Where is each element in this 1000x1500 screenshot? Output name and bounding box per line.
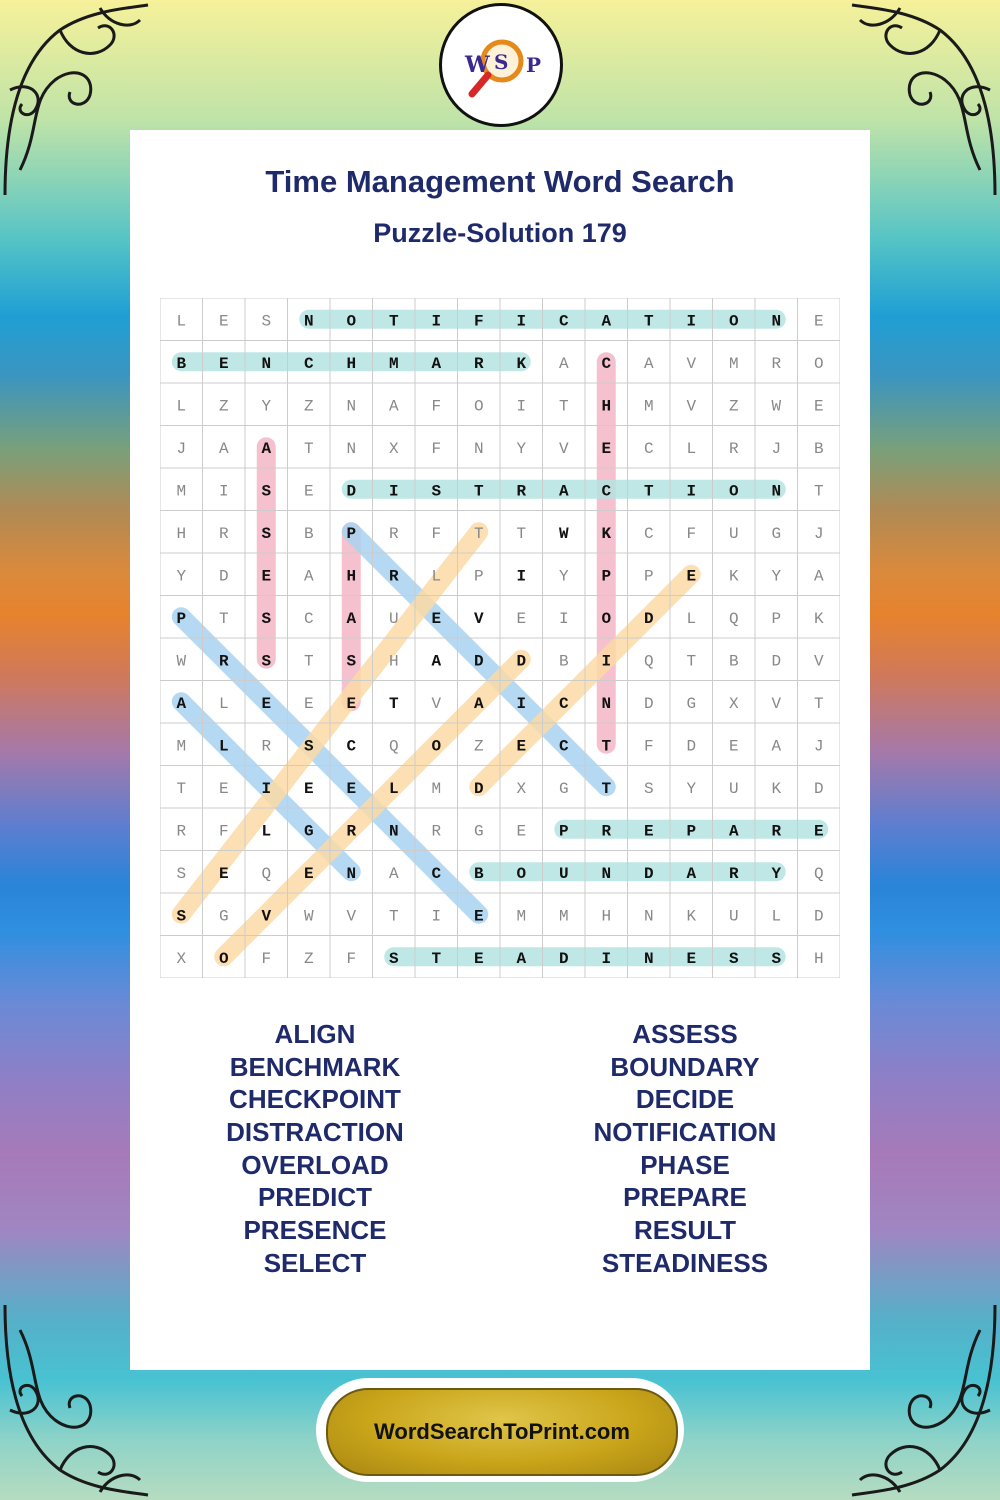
grid-cell[interactable]: H [601,907,612,926]
grid-cell[interactable]: Y [686,779,697,798]
grid-cell[interactable]: C [303,354,314,373]
grid-cell[interactable]: S [261,524,272,543]
word-list-item: CHECKPOINT [229,1084,401,1115]
grid-cell[interactable]: G [558,779,569,798]
grid-cell[interactable]: T [176,779,187,798]
grid-cell[interactable]: Y [261,397,272,416]
grid-cell[interactable]: E [686,567,697,586]
grid-cell[interactable]: A [431,652,442,671]
grid-cell[interactable]: F [261,949,272,968]
grid-cell[interactable]: E [346,694,357,713]
grid-cell[interactable]: N [261,354,272,373]
grid-cell[interactable]: M [558,907,569,926]
grid-cell[interactable]: I [516,397,527,416]
word-list-item: RESULT [633,1215,737,1246]
grid-cell[interactable]: G [771,524,782,543]
grid-cell[interactable]: M [388,354,399,373]
grid-cell[interactable]: A [771,737,782,756]
grid-cell[interactable]: R [516,482,527,501]
grid-cell[interactable]: I [601,949,612,968]
grid-cell[interactable]: Z [728,397,739,416]
grid-cell[interactable]: B [813,439,824,458]
grid-cell[interactable]: D [771,652,782,671]
grid-cell[interactable]: T [686,652,697,671]
grid-cell[interactable]: I [516,694,527,713]
grid-cell[interactable]: A [728,822,739,841]
grid-cell[interactable]: H [346,354,357,373]
word-list-item: PHASE [640,1149,730,1180]
corner-ornament-bottom-left [0,1300,150,1500]
grid-cell[interactable]: O [813,354,824,373]
grid-cell[interactable]: L [686,609,697,628]
grid-cell[interactable]: E [218,779,229,798]
grid-cell[interactable]: K [728,567,739,586]
grid-cell[interactable]: T [388,694,399,713]
grid-cell[interactable]: I [431,312,442,331]
grid-cell[interactable]: A [218,439,229,458]
grid-cell[interactable]: C [601,482,612,501]
grid-cell[interactable]: E [601,439,612,458]
grid-cell[interactable]: E [303,864,314,883]
grid-cell[interactable]: Y [771,864,782,883]
grid-cell[interactable]: F [643,737,654,756]
grid-cell[interactable]: T [431,949,442,968]
grid-cell[interactable]: P [558,822,569,841]
grid-cell[interactable]: O [728,482,739,501]
word-list-item: PREPARE [623,1182,747,1213]
grid-cell[interactable]: N [643,949,654,968]
grid-cell[interactable]: R [261,737,272,756]
grid-cell[interactable]: L [176,397,187,416]
grid-cell[interactable]: L [771,907,782,926]
grid-cell[interactable]: J [813,737,824,756]
grid-cell[interactable]: E [473,907,484,926]
grid-cell[interactable]: C [558,312,569,331]
grid-cell[interactable]: C [303,609,314,628]
grid-cell[interactable]: M [176,482,187,501]
grid-cell[interactable]: W [558,524,569,543]
grid-cell[interactable]: I [516,312,527,331]
grid-cell[interactable]: Q [728,609,739,628]
grid-cell[interactable]: R [218,524,229,543]
grid-cell[interactable]: J [176,439,187,458]
grid-cell[interactable]: S [771,949,782,968]
grid-cell[interactable]: M [431,779,442,798]
grid-cell[interactable]: F [346,949,357,968]
grid-cell[interactable]: S [431,482,442,501]
grid-cell[interactable]: R [218,652,229,671]
grid-cell[interactable]: P [601,567,612,586]
grid-cell[interactable]: E [728,737,739,756]
grid-cell[interactable]: P [473,567,484,586]
grid-cell[interactable]: P [176,609,187,628]
grid-cell[interactable]: B [176,354,187,373]
grid-cell[interactable]: U [388,609,399,628]
grid-cell[interactable]: V [771,694,782,713]
word-list-item: BENCHMARK [229,1051,401,1082]
grid-cell[interactable]: K [601,524,612,543]
grid-cell[interactable]: A [176,694,187,713]
grid-cell[interactable]: C [643,524,654,543]
wsp-logo[interactable] [439,3,563,127]
grid-cell[interactable]: D [473,652,484,671]
grid-cell[interactable]: O [728,312,739,331]
grid-cell[interactable]: I [388,482,399,501]
grid-cell[interactable]: H [601,397,612,416]
word-list-right [500,1018,870,1280]
word-list-left [130,1018,500,1280]
grid-cell[interactable]: T [558,397,569,416]
grid-cell[interactable]: M [516,907,527,926]
grid-cell[interactable]: D [516,652,527,671]
grid-cell[interactable]: T [473,482,484,501]
grid-cell[interactable]: F [686,524,697,543]
grid-cell[interactable]: P [771,609,782,628]
grid-cell[interactable]: R [771,354,782,373]
grid-cell[interactable]: S [176,864,187,883]
grid-cell[interactable]: I [601,652,612,671]
grid-cell[interactable]: T [601,737,612,756]
word-list-item: PRESENCE [243,1215,387,1246]
grid-cell[interactable]: E [261,567,272,586]
grid-cell[interactable]: O [601,609,612,628]
grid-cell[interactable]: A [431,354,442,373]
grid-cell[interactable]: E [516,737,527,756]
grid-cell[interactable]: R [601,822,612,841]
grid-cell[interactable]: R [771,822,782,841]
word-list-item: ALIGN [274,1019,356,1049]
word-list-item: BOUNDARY [610,1051,760,1082]
grid-cell[interactable]: T [303,439,314,458]
grid-cell[interactable]: L [388,779,399,798]
logo-letter-s: S [494,50,509,74]
grid-cell[interactable]: Z [303,397,314,416]
grid-cell[interactable]: W [176,652,187,671]
grid-cell[interactable]: V [431,694,442,713]
grid-cell[interactable]: E [643,822,654,841]
grid-cell[interactable]: F [218,822,229,841]
grid-cell[interactable]: P [686,822,697,841]
grid-cell[interactable]: D [218,567,229,586]
grid-cell[interactable]: L [176,312,187,331]
grid-cell[interactable]: N [346,397,357,416]
grid-cell[interactable]: R [176,822,187,841]
grid-cell[interactable]: S [261,652,272,671]
grid-cell[interactable]: K [516,354,527,373]
grid-cell[interactable]: L [686,439,697,458]
grid-cell[interactable]: U [558,864,569,883]
grid-cell[interactable]: D [643,864,654,883]
grid-cell[interactable]: B [558,652,569,671]
grid-cell[interactable]: H [388,652,399,671]
word-list-item: NOTIFICATION [593,1117,777,1148]
grid-cell[interactable]: V [686,397,697,416]
grid-cell[interactable]: U [728,779,739,798]
grid-cell[interactable]: N [473,439,484,458]
word-grid [160,298,840,978]
site-link-label[interactable]: WordSearchToPrint.com [326,1388,678,1476]
grid-cell[interactable]: S [643,779,654,798]
grid-cell[interactable]: X [516,779,527,798]
site-link-badge[interactable] [316,1378,684,1482]
grid-cell[interactable]: V [346,907,357,926]
grid-cell[interactable]: A [261,439,272,458]
word-grid-svg [160,298,840,978]
grid-cell[interactable]: C [346,737,357,756]
grid-cell[interactable]: Q [813,864,824,883]
grid-cell[interactable]: U [728,907,739,926]
grid-cell[interactable]: S [388,949,399,968]
grid-cell[interactable]: E [303,779,314,798]
grid-cell[interactable]: V [686,354,697,373]
grid-cell[interactable]: A [601,312,612,331]
grid-cell[interactable]: J [813,524,824,543]
grid-cell[interactable]: Y [176,567,187,586]
word-list-item: DISTRACTION [226,1117,404,1148]
grid-cell[interactable]: O [218,949,229,968]
grid-cell[interactable]: A [516,949,527,968]
grid-cell[interactable]: E [346,779,357,798]
grid-cell[interactable]: N [771,312,782,331]
grid-cell[interactable]: I [218,482,229,501]
grid-cell[interactable]: D [813,907,824,926]
grid-cell[interactable]: T [813,694,824,713]
grid-cell[interactable]: G [303,822,314,841]
word-list-item: DECIDE [635,1084,735,1115]
logo-letter-p: P [526,53,542,77]
grid-cell[interactable]: P [643,567,654,586]
grid-cell[interactable]: T [388,312,399,331]
grid-cell[interactable]: A [388,397,399,416]
puzzle-panel [130,130,870,1370]
grid-cell[interactable]: N [346,864,357,883]
grid-cell[interactable]: I [686,312,697,331]
grid-cell[interactable]: R [346,822,357,841]
grid-cell[interactable]: K [813,609,824,628]
grid-cell[interactable]: R [388,524,399,543]
grid-cell[interactable]: A [686,864,697,883]
grid-cell[interactable]: X [388,439,399,458]
grid-cell[interactable]: E [516,822,527,841]
grid-cell[interactable]: D [813,779,824,798]
page-title: Time Management Word Search [265,164,735,199]
grid-cell[interactable]: J [771,439,782,458]
grid-cell[interactable]: O [516,864,527,883]
grid-cell[interactable]: D [643,609,654,628]
grid-cell[interactable]: O [473,397,484,416]
grid-cell[interactable]: S [303,737,314,756]
word-list-item: PREDICT [257,1182,373,1213]
grid-cell[interactable]: T [218,609,229,628]
grid-cell[interactable]: V [261,907,272,926]
grid-cell[interactable]: H [176,524,187,543]
grid-cell[interactable]: R [728,864,739,883]
word-list-item: ASSESS [632,1019,738,1049]
grid-cell[interactable]: E [686,949,697,968]
grid-cell[interactable]: A [558,354,569,373]
grid-cell[interactable]: E [431,609,442,628]
grid-cell[interactable]: I [431,907,442,926]
grid-cell[interactable]: E [516,609,527,628]
grid-cell[interactable]: Q [643,652,654,671]
grid-cell[interactable]: G [473,822,484,841]
grid-cell[interactable]: N [601,694,612,713]
grid-cell[interactable]: B [473,864,484,883]
grid-cell[interactable]: N [643,907,654,926]
grid-cell[interactable]: T [516,524,527,543]
grid-cell[interactable]: C [643,439,654,458]
grid-cell[interactable]: Q [388,737,399,756]
grid-cell[interactable]: D [473,779,484,798]
grid-cell[interactable]: Z [303,949,314,968]
grid-cell[interactable]: F [431,524,442,543]
grid-cell[interactable]: W [303,907,314,926]
grid-cell[interactable]: T [388,907,399,926]
grid-cell[interactable]: A [473,694,484,713]
grid-cell[interactable]: M [176,737,187,756]
grid-cell[interactable]: L [218,694,229,713]
grid-cell[interactable]: S [346,652,357,671]
grid-cell[interactable]: C [558,694,569,713]
grid-cell[interactable]: C [601,354,612,373]
grid-cell[interactable]: A [388,864,399,883]
grid-cell[interactable]: N [346,439,357,458]
grid-cell[interactable]: Z [218,397,229,416]
grid-cell[interactable]: O [431,737,442,756]
grid-cell[interactable]: Q [261,864,272,883]
grid-cell[interactable]: C [558,737,569,756]
grid-cell[interactable]: N [771,482,782,501]
grid-cell[interactable]: T [643,312,654,331]
grid-cell[interactable]: M [643,397,654,416]
grid-cell[interactable]: Y [558,567,569,586]
grid-cell[interactable]: Y [516,439,527,458]
grid-cell[interactable]: A [643,354,654,373]
grid-cell[interactable]: O [346,312,357,331]
grid-cell[interactable]: S [176,907,187,926]
grid-cell[interactable]: E [813,822,824,841]
grid-cell[interactable]: R [728,439,739,458]
grid-cell[interactable]: E [813,312,824,331]
grid-cell[interactable]: E [303,694,314,713]
grid-cell[interactable]: R [388,567,399,586]
grid-cell[interactable]: E [218,864,229,883]
grid-cell[interactable]: E [473,949,484,968]
grid-cell[interactable]: V [558,439,569,458]
grid-cell[interactable]: E [218,354,229,373]
grid-cell[interactable]: R [473,354,484,373]
grid-cell[interactable]: H [346,567,357,586]
grid-cell[interactable]: K [771,779,782,798]
grid-cell[interactable]: T [643,482,654,501]
grid-cell[interactable]: C [431,864,442,883]
grid-cell[interactable]: F [431,439,442,458]
grid-cell[interactable]: T [303,652,314,671]
grid-cell[interactable]: Z [473,737,484,756]
grid-cell[interactable]: N [303,312,314,331]
grid-cell[interactable]: E [813,397,824,416]
grid-cell[interactable]: D [346,482,357,501]
grid-cell[interactable]: Y [771,567,782,586]
grid-cell[interactable]: T [813,482,824,501]
grid-cell[interactable]: I [558,609,569,628]
grid-cell[interactable]: W [771,397,782,416]
grid-cell[interactable]: M [728,354,739,373]
grid-cell[interactable]: H [813,949,824,968]
grid-cell[interactable]: A [558,482,569,501]
corner-ornament-bottom-right [850,1300,1000,1500]
grid-cell[interactable]: N [388,822,399,841]
grid-cell[interactable]: A [813,567,824,586]
corner-ornament-top-left [0,0,150,200]
grid-cell[interactable]: A [346,609,357,628]
grid-cell[interactable]: I [686,482,697,501]
grid-cell[interactable]: D [558,949,569,968]
grid-cell[interactable]: I [261,779,272,798]
word-list-item: SELECT [263,1247,367,1278]
grid-cell[interactable]: F [431,397,442,416]
grid-cell[interactable]: P [346,524,357,543]
grid-cell[interactable]: L [431,567,442,586]
grid-cell[interactable]: D [686,737,697,756]
grid-cell[interactable]: E [218,312,229,331]
grid-cell[interactable]: B [303,524,314,543]
grid-cell[interactable]: B [728,652,739,671]
corner-ornament-top-right [850,0,1000,200]
grid-cell[interactable]: F [473,312,484,331]
grid-cell[interactable]: N [601,864,612,883]
grid-cell[interactable]: T [473,524,484,543]
grid-cell[interactable]: K [686,907,697,926]
word-list-item: OVERLOAD [241,1149,389,1180]
grid-cell[interactable]: G [218,907,229,926]
grid-cell[interactable]: S [261,312,272,331]
grid-cell[interactable]: S [728,949,739,968]
word-list-item: STEADINESS [601,1247,769,1278]
logo-letter-w: W [465,52,490,78]
magnifier-icon [442,6,560,124]
grid-cell[interactable]: U [728,524,739,543]
grid-cell[interactable]: X [176,949,187,968]
grid-cell[interactable]: I [516,567,527,586]
grid-cell[interactable]: R [431,822,442,841]
grid-cell[interactable]: T [601,779,612,798]
grid-cell[interactable]: L [218,737,229,756]
grid-cell[interactable]: G [686,694,697,713]
grid-cell[interactable]: S [261,609,272,628]
grid-cell[interactable]: D [643,694,654,713]
grid-cell[interactable]: V [813,652,824,671]
grid-cell[interactable]: X [728,694,739,713]
grid-cell[interactable]: E [261,694,272,713]
grid-cell[interactable]: A [303,567,314,586]
grid-cell[interactable]: V [473,609,484,628]
grid-cell[interactable]: E [303,482,314,501]
page-subtitle: Puzzle-Solution 179 [373,218,627,248]
grid-cell[interactable]: S [261,482,272,501]
grid-cell[interactable]: L [261,822,272,841]
